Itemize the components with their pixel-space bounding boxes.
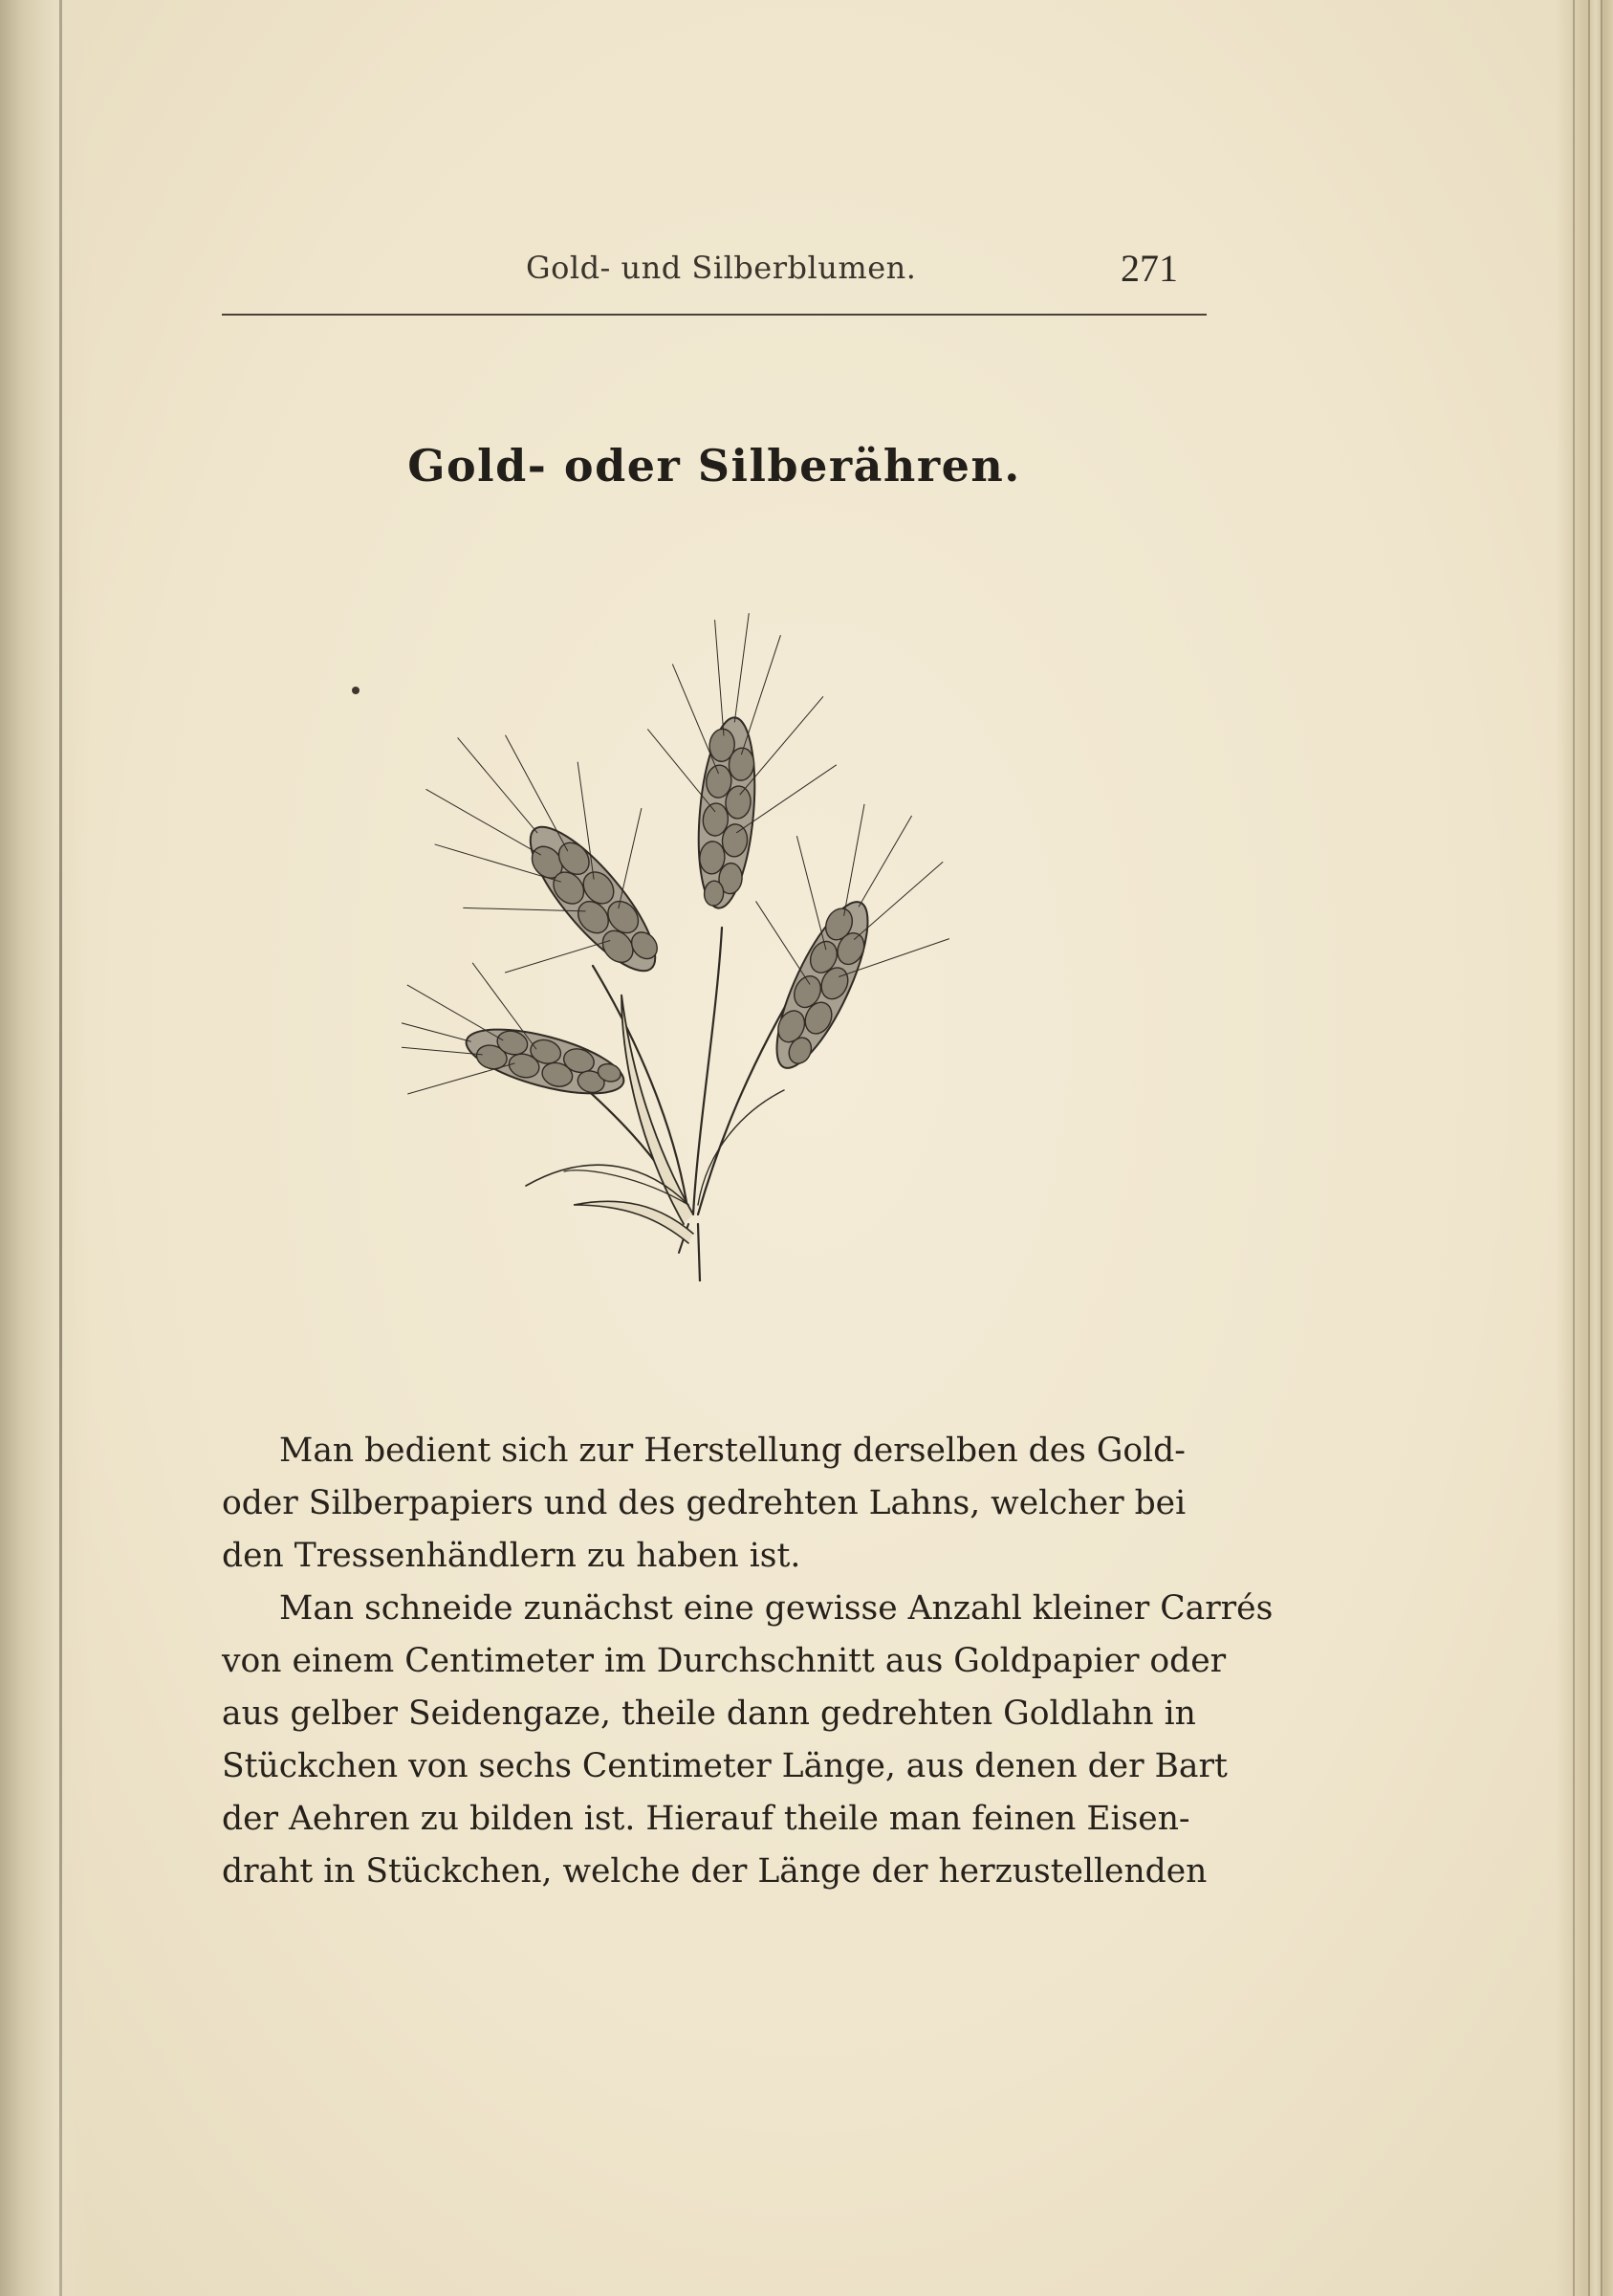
page-edge-line [1601,0,1602,2296]
text-line: der Aehren zu bilden ist. Hierauf theile man feinen Eisen- [222,1800,1190,1838]
header-rule [222,314,1207,316]
text-line: Stückchen von sechs Centimeter Länge, aus denen der Bart [222,1747,1228,1785]
body-text [222,1425,1274,1898]
text-line: Man bedient sich zur Herstellung derselben des Gold- [279,1432,1186,1470]
page-edge-line [1588,0,1590,2296]
text-line: Man schneide zunächst eine gewisse Anzahl kleiner Carrés [279,1589,1274,1628]
binding-shadow [0,0,91,2296]
paragraph [222,1425,1207,1583]
text-line: oder Silberpapiers und des gedrehten Lahns, welcher bei [222,1484,1187,1522]
wheat-ears-engraving-icon [402,612,975,1281]
text-line: draht in Stückchen, welche der Länge der herzustellenden [222,1852,1208,1891]
text-line: von einem Centimeter im Durchschnitt aus Goldpapier oder [222,1642,1227,1680]
running-title: Gold- und Silberblumen. [526,250,917,286]
page-number: 271 [1121,247,1178,290]
text-line: den Tressenhändlern zu haben ist. [222,1537,801,1575]
paragraph [222,1583,1274,1898]
page-edges [1556,0,1613,2296]
text-line: aus gelber Seidengaze, theile dann gedrehten Goldlahn in [222,1695,1196,1733]
running-head [222,244,1207,301]
section-heading: Gold- oder Silberähren. [407,440,1021,492]
binding-fold [59,0,62,2296]
ink-speck [352,687,360,694]
page-edge-line [1573,0,1575,2296]
